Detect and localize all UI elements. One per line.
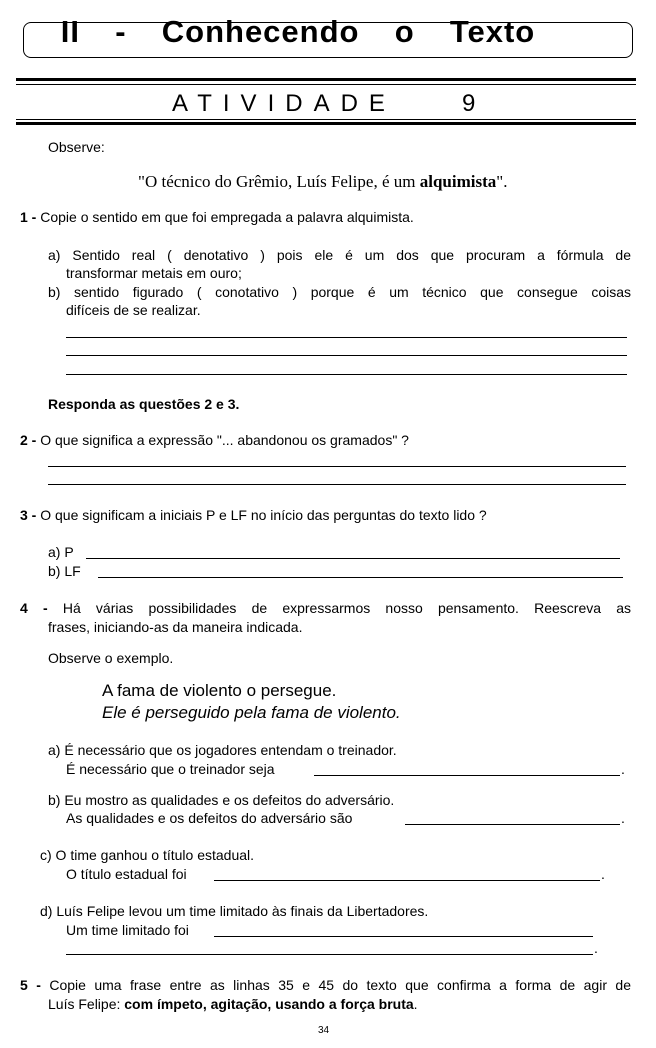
- question-4-prompt-line1: Há várias possibilidades de expressarmos nosso pensamento. Reescreva as: [62, 600, 631, 616]
- q1-option-b-line1: b) sentido figurado ( conotativo ) porque é um técnico que consegue coisas: [48, 284, 631, 300]
- question-4-prompt-line2: frases, iniciando-as da maneira indicada.: [48, 619, 303, 635]
- quote-prefix: "O técnico do Grêmio, Luís Felipe, é um: [138, 172, 420, 191]
- question-5-prompt-line1: Copie uma frase entre as linhas 35 e 45 do texto que confirma a forma de agir de: [49, 977, 632, 993]
- header-rule-top-thick: [16, 78, 636, 81]
- example-active-sentence: A fama de violento o persegue.: [102, 681, 337, 700]
- question-1: [20, 209, 414, 225]
- q3-label-a: a) P: [48, 544, 74, 560]
- q4-item-c-answer-line[interactable]: [214, 880, 600, 881]
- question-1-prompt: Copie o sentido em que foi empregada a palavra alquimista.: [40, 209, 414, 225]
- quote-bold-word: alquimista: [419, 172, 497, 191]
- question-4-number: 4 -: [20, 600, 48, 616]
- question-3: [20, 507, 487, 523]
- page-number: 34: [318, 1025, 330, 1036]
- question-5-line1: [20, 977, 631, 993]
- q1-answer-line[interactable]: [66, 355, 627, 356]
- question-1-number: 1 -: [20, 209, 37, 225]
- q4-item-a-period: .: [621, 761, 625, 777]
- observe-label: Observe:: [48, 139, 105, 155]
- q4-item-d-sentence: d) Luís Felipe levou um time limitado às finais da Libertadores.: [40, 903, 429, 919]
- q4-item-b-sentence: b) Eu mostro as qualidades e os defeitos do adversário.: [48, 792, 395, 808]
- question-2-number: 2 -: [20, 432, 37, 448]
- instruction-questions-2-3: Responda as questões 2 e 3.: [48, 396, 240, 412]
- question-5-prompt-suffix: .: [413, 996, 418, 1012]
- q1-answer-line[interactable]: [66, 374, 627, 375]
- example-passive-sentence: Ele é perseguido pela fama de violento.: [102, 703, 401, 722]
- q4-item-c-period: .: [601, 866, 605, 882]
- q4-item-c-start: O título estadual foi: [66, 866, 187, 882]
- q4-item-c-sentence: c) O time ganhou o título estadual.: [40, 847, 255, 863]
- q4-item-d-period: .: [594, 940, 598, 956]
- q1-option-a-line2: transformar metais em ouro;: [66, 265, 242, 281]
- question-2-prompt: O que significa a expressão "... abandonou os gramados" ?: [40, 432, 409, 448]
- activity-label: ATIVIDADE: [172, 90, 396, 117]
- q1-answer-line[interactable]: [66, 337, 627, 338]
- question-5-prompt-bold: com ímpeto, agitação, usando a força bruta: [124, 996, 414, 1012]
- question-5-prompt-prefix: Luís Felipe:: [48, 996, 125, 1012]
- example-label: Observe o exemplo.: [48, 650, 174, 666]
- q3-answer-line-b[interactable]: [98, 577, 623, 578]
- page-title: II - Conhecendo o Texto: [60, 14, 536, 49]
- q4-item-d-answer-line-2[interactable]: [66, 954, 593, 955]
- q4-item-b-start: As qualidades e os defeitos do adversário são: [66, 810, 353, 826]
- q4-item-a-sentence: a) É necessário que os jogadores entendam o treinador.: [48, 742, 397, 758]
- question-4-line1: [20, 600, 631, 616]
- question-3-prompt: O que significam a iniciais P e LF no início das perguntas do texto lido ?: [40, 507, 487, 523]
- q1-option-b-line2: difíceis de se realizar.: [66, 302, 201, 318]
- q4-item-b-answer-line[interactable]: [405, 824, 620, 825]
- q1-option-a-line1: a) Sentido real ( denotativo ) pois ele é um dos que procuram a fórmula de: [48, 247, 631, 263]
- activity-number: 9: [462, 90, 476, 117]
- q4-item-a-answer-line[interactable]: [314, 775, 620, 776]
- quote-suffix: ".: [496, 172, 508, 191]
- header-rule-top-thin: [16, 84, 636, 85]
- q4-item-a-start: É necessário que o treinador seja: [66, 761, 275, 777]
- header-rule-bottom-thin: [16, 119, 636, 120]
- question-5-line2: [48, 996, 418, 1012]
- q2-answer-line[interactable]: [48, 484, 626, 485]
- q4-item-d-answer-line[interactable]: [214, 936, 593, 937]
- q3-label-b: b) LF: [48, 563, 81, 579]
- header-rule-bottom-thick: [16, 122, 636, 125]
- q4-item-d-start: Um time limitado foi: [66, 922, 189, 938]
- q3-answer-line-a[interactable]: [86, 558, 620, 559]
- q4-item-b-period: .: [621, 810, 625, 826]
- question-5-number: 5 -: [20, 977, 41, 993]
- q2-answer-line[interactable]: [48, 466, 626, 467]
- question-3-number: 3 -: [20, 507, 37, 523]
- quote: [138, 172, 507, 192]
- question-2: [20, 432, 409, 448]
